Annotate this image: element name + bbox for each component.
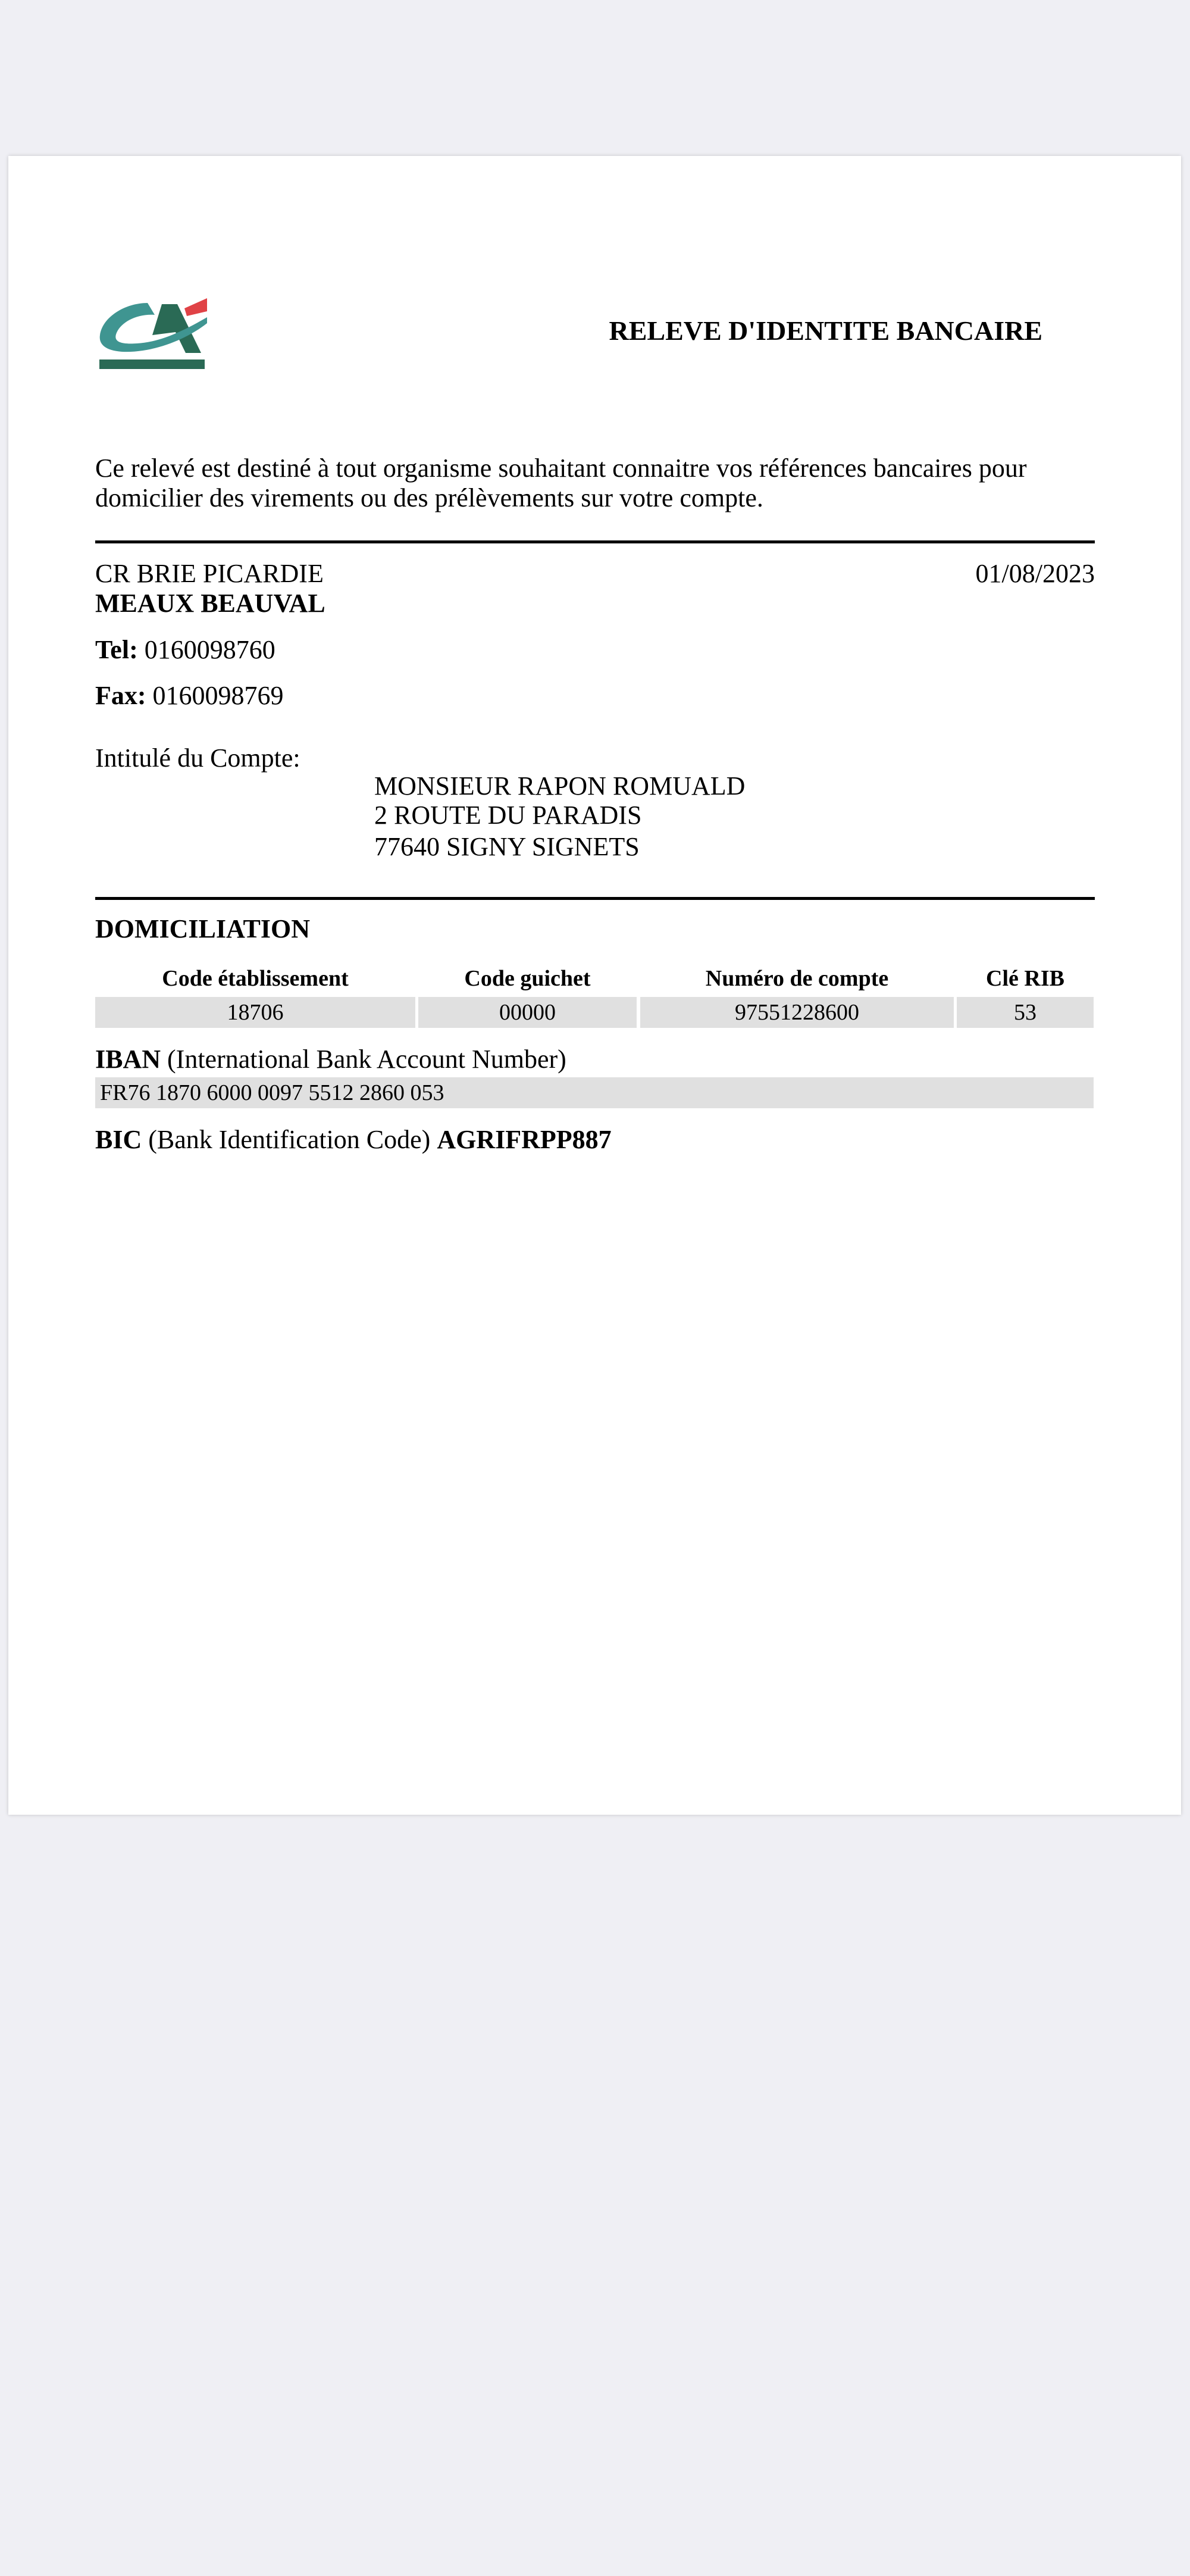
document-page — [8, 156, 1181, 1815]
statement-date: 01/08/2023 — [975, 559, 1095, 588]
divider — [95, 897, 1095, 900]
iban-description: (International Bank Account Number) — [167, 1045, 566, 1074]
account-holder-address1: 2 ROUTE DU PARADIS — [374, 801, 642, 830]
header-cle-rib: Clé RIB — [986, 966, 1064, 991]
phone — [95, 635, 275, 665]
iban-title: IBAN — [95, 1045, 161, 1074]
account-holder-name: MONSIEUR RAPON ROMUALD — [374, 771, 746, 801]
domiciliation-title: DOMICILIATION — [95, 914, 311, 943]
code-guichet-value: 00000 — [418, 997, 637, 1028]
fax-value: 0160098769 — [152, 681, 284, 710]
intro-text-line1: Ce relevé est destiné à tout organisme souhaitant connaitre vos références bancaires pour — [95, 454, 1027, 483]
cle-rib-value: 53 — [957, 997, 1094, 1028]
bank-name: CR BRIE PICARDIE — [95, 559, 324, 588]
divider — [95, 540, 1095, 543]
header-code-etablissement: Code établissement — [162, 966, 349, 991]
intro-text-line2: domicilier des virements ou des prélèvements sur votre compte. — [95, 483, 763, 512]
header-code-guichet: Code guichet — [464, 966, 591, 991]
account-holder-address2: 77640 SIGNY SIGNETS — [374, 832, 640, 861]
header-numero-compte: Numéro de compte — [705, 966, 889, 991]
account-holder-label: Intitulé du Compte: — [95, 743, 300, 773]
fax-label: Fax: — [95, 681, 146, 710]
document-title: RELEVE D'IDENTITE BANCAIRE — [609, 315, 1042, 346]
phone-label: Tel: — [95, 635, 138, 664]
numero-compte-value: 97551228600 — [640, 997, 954, 1028]
credit-agricole-logo — [95, 287, 211, 371]
bic-value: AGRIFRPP887 — [437, 1125, 612, 1154]
iban-value: FR76 1870 6000 0097 5512 2860 053 — [95, 1077, 1094, 1108]
branch-name: MEAUX BEAUVAL — [95, 589, 325, 618]
iban-label — [95, 1045, 566, 1074]
bic-line — [95, 1125, 612, 1155]
bic-title: BIC — [95, 1125, 142, 1154]
fax — [95, 681, 284, 711]
code-etablissement-value: 18706 — [95, 997, 415, 1028]
bic-description: (Bank Identification Code) — [148, 1125, 431, 1154]
phone-value: 0160098760 — [144, 635, 275, 664]
